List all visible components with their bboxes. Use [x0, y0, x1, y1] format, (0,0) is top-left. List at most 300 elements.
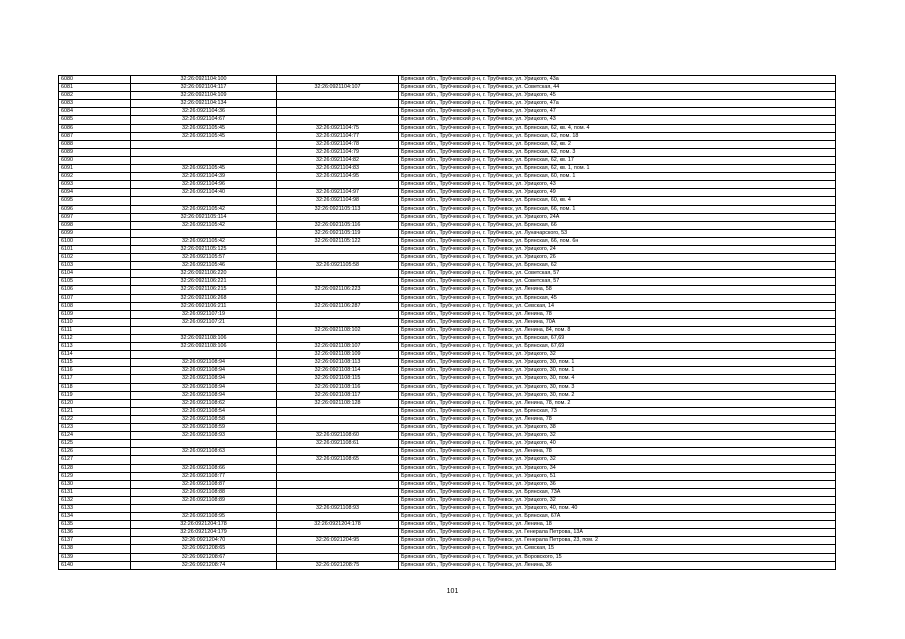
cadastral-number-parcel	[131, 351, 277, 359]
address-cell: Брянская обл., Трубчевский р-н, г. Трубчевск, ул. Советская, 44	[399, 84, 836, 92]
cadastral-number-parcel	[131, 504, 277, 512]
row-number: 6107	[59, 294, 131, 302]
table-row	[59, 480, 836, 488]
cadastral-number-parcel: 32:26:0921108:94	[131, 359, 277, 367]
table-row	[59, 245, 836, 253]
cadastral-number-parcel: 32:26:0921105:42	[131, 205, 277, 213]
cadastral-number-object: 32:26:0921104:77	[277, 132, 399, 140]
address-cell: Брянская обл., Трубчевский р-н, г. Трубчевск, ул. Брянская, 62	[399, 262, 836, 270]
address-cell: Брянская обл., Трубчевский р-н, г. Трубчевск, ул. Брянская, 45	[399, 294, 836, 302]
cadastral-number-parcel: 32:26:0921104:39	[131, 173, 277, 181]
cadastral-number-parcel: 32:26:0921106:220	[131, 270, 277, 278]
row-number: 6120	[59, 399, 131, 407]
cadastral-number-object	[277, 513, 399, 521]
address-cell: Брянская обл., Трубчевский р-н, г. Трубчевск, ул. Брянская, 60, кв. 4	[399, 197, 836, 205]
table-row	[59, 335, 836, 343]
cadastral-number-object	[277, 424, 399, 432]
cadastral-number-object: 32:26:0921108:117	[277, 391, 399, 399]
cadastral-number-parcel: 32:26:0921108:94	[131, 367, 277, 375]
cadastral-number-object: 32:26:0921108:60	[277, 432, 399, 440]
cadastral-number-object	[277, 448, 399, 456]
cadastral-number-parcel	[131, 326, 277, 334]
address-cell: Брянская обл., Трубчевский р-н, г. Трубчевск, ул. Урицкого, 32	[399, 432, 836, 440]
cadastral-number-object	[277, 529, 399, 537]
cadastral-number-parcel: 32:26:0921208:67	[131, 553, 277, 561]
address-cell: Брянская обл., Трубчевский р-н, г. Трубчевск, ул. Ленина, 70А	[399, 318, 836, 326]
address-cell: Брянская обл., Трубчевский р-н, г. Трубчевск, ул. Урицкого, 51	[399, 472, 836, 480]
row-number: 6117	[59, 375, 131, 383]
address-cell: Брянская обл., Трубчевский р-н, г. Трубчевск, ул. Брянская, 67,69	[399, 343, 836, 351]
cadastral-number-parcel: 32:26:0921208:74	[131, 561, 277, 569]
address-cell: Брянская обл., Трубчевский р-н, г. Трубчевск, ул. Брянская, 62, пом. 18	[399, 132, 836, 140]
address-cell: Брянская обл., Трубчевский р-н, г. Трубчевск, ул. Брянская, 62, кв. 4, пом. 4	[399, 124, 836, 132]
row-number: 6122	[59, 415, 131, 423]
table-row	[59, 399, 836, 407]
table-row	[59, 197, 836, 205]
cadastral-number-parcel: 32:26:0921108:58	[131, 415, 277, 423]
table-row	[59, 504, 836, 512]
table-row	[59, 181, 836, 189]
table-row	[59, 545, 836, 553]
cadastral-number-parcel: 32:26:0921106:268	[131, 294, 277, 302]
cadastral-number-parcel: 32:26:0921105:46	[131, 262, 277, 270]
cadastral-number-parcel: 32:26:0921105:42	[131, 221, 277, 229]
cadastral-number-parcel: 32:26:0921108:94	[131, 375, 277, 383]
cadastral-number-object: 32:26:0921108:65	[277, 456, 399, 464]
address-cell: Брянская обл., Трубчевский р-н, г. Трубчевск, ул. Ленина, 18	[399, 521, 836, 529]
table-row	[59, 440, 836, 448]
address-cell: Брянская обл., Трубчевский р-н, г. Трубчевск, ул. Генерала Петрова, 13А	[399, 529, 836, 537]
row-number: 6127	[59, 456, 131, 464]
cadastral-number-parcel	[131, 148, 277, 156]
table-row	[59, 213, 836, 221]
cadastral-number-object: 32:26:0921104:78	[277, 140, 399, 148]
table-row	[59, 165, 836, 173]
cadastral-number-object	[277, 480, 399, 488]
cadastral-number-object: 32:26:0921108:116	[277, 383, 399, 391]
address-cell: Брянская обл., Трубчевский р-н, г. Трубчевск, ул. Урицкого, 26	[399, 254, 836, 262]
cadastral-number-parcel: 32:26:0921108:95	[131, 513, 277, 521]
cadastral-number-parcel: 32:26:0921204:178	[131, 521, 277, 529]
row-number: 6094	[59, 189, 131, 197]
table-row	[59, 367, 836, 375]
table-row	[59, 148, 836, 156]
cadastral-number-parcel	[131, 456, 277, 464]
address-cell: Брянская обл., Трубчевский р-н, г. Трубчевск, ул. Урицкого, 43а	[399, 76, 836, 84]
address-cell: Брянская обл., Трубчевский р-н, г. Трубчевск, ул. Брянская, 73А	[399, 488, 836, 496]
cadastral-number-object: 32:26:0921104:107	[277, 84, 399, 92]
table-row	[59, 140, 836, 148]
cadastral-number-object: 32:26:0921104:83	[277, 165, 399, 173]
cadastral-number-object: 32:26:0921108:107	[277, 343, 399, 351]
table-row	[59, 205, 836, 213]
cadastral-number-object	[277, 278, 399, 286]
row-number: 6134	[59, 513, 131, 521]
table-row	[59, 521, 836, 529]
address-cell: Брянская обл., Трубчевский р-н, г. Трубчевск, ул. Брянская, 67А	[399, 513, 836, 521]
cadastral-number-parcel: 32:26:0921104:67	[131, 116, 277, 124]
row-number: 6118	[59, 383, 131, 391]
table-row	[59, 326, 836, 334]
cadastral-number-parcel: 32:26:0921107:19	[131, 310, 277, 318]
cadastral-number-object	[277, 116, 399, 124]
row-number: 6095	[59, 197, 131, 205]
table-row	[59, 318, 836, 326]
address-cell: Брянская обл., Трубчевский р-н, г. Трубчевск, ул. Воровского, 15	[399, 553, 836, 561]
cadastral-number-object: 32:26:0921204:178	[277, 521, 399, 529]
table-row	[59, 448, 836, 456]
row-number: 6128	[59, 464, 131, 472]
table-row	[59, 278, 836, 286]
cadastral-number-object: 32:26:0921108:113	[277, 359, 399, 367]
table-row	[59, 108, 836, 116]
table-row	[59, 464, 836, 472]
row-number: 6097	[59, 213, 131, 221]
address-cell: Брянская обл., Трубчевский р-н, г. Трубчевск, ул. Советская, 57	[399, 278, 836, 286]
row-number: 6080	[59, 76, 131, 84]
address-cell: Брянская обл., Трубчевский р-н, г. Трубчевск, ул. Урицкого, 40, пом. 40	[399, 504, 836, 512]
row-number: 6138	[59, 545, 131, 553]
address-cell: Брянская обл., Трубчевский р-н, г. Трубчевск, ул. Ленина, 36	[399, 561, 836, 569]
table-row	[59, 415, 836, 423]
row-number: 6090	[59, 156, 131, 164]
address-cell: Брянская обл., Трубчевский р-н, г. Трубчевск, ул. Брянская, 66	[399, 221, 836, 229]
row-number: 6084	[59, 108, 131, 116]
row-number: 6111	[59, 326, 131, 334]
table-row	[59, 116, 836, 124]
address-cell: Брянская обл., Трубчевский р-н, г. Трубчевск, ул. Урицкого, 38	[399, 424, 836, 432]
table-row	[59, 173, 836, 181]
cadastral-number-parcel: 32:26:0921105:114	[131, 213, 277, 221]
row-number: 6093	[59, 181, 131, 189]
cadastral-number-object: 32:26:0921105:119	[277, 229, 399, 237]
row-number: 6104	[59, 270, 131, 278]
address-cell: Брянская обл., Трубчевский р-н, г. Трубчевск, ул. Ленина, 78	[399, 415, 836, 423]
address-cell: Брянская обл., Трубчевский р-н, г. Трубчевск, ул. Брянская, 60, пом. 1	[399, 173, 836, 181]
registry-table-body	[59, 76, 836, 570]
table-row	[59, 237, 836, 245]
row-number: 6121	[59, 407, 131, 415]
row-number: 6106	[59, 286, 131, 294]
cadastral-number-parcel: 32:26:0921108:54	[131, 407, 277, 415]
cadastral-number-object: 32:26:0921108:128	[277, 399, 399, 407]
table-row	[59, 537, 836, 545]
cadastral-number-object: 32:26:0921108:61	[277, 440, 399, 448]
cadastral-number-parcel: 32:26:0921108:62	[131, 399, 277, 407]
cadastral-number-parcel: 32:26:0921208:65	[131, 545, 277, 553]
address-cell: Брянская обл., Трубчевский р-н, г. Трубчевск, ул. Брянская, 73	[399, 407, 836, 415]
cadastral-number-object: 32:26:0921104:98	[277, 197, 399, 205]
row-number: 6081	[59, 84, 131, 92]
registry-table	[58, 75, 836, 570]
cadastral-number-parcel	[131, 440, 277, 448]
cadastral-number-parcel: 32:26:0921104:134	[131, 100, 277, 108]
cadastral-number-parcel	[131, 197, 277, 205]
row-number: 6135	[59, 521, 131, 529]
cadastral-number-object	[277, 100, 399, 108]
cadastral-number-parcel: 32:26:0921104:117	[131, 84, 277, 92]
address-cell: Брянская обл., Трубчевский р-н, г. Трубчевск, ул. Урицкого, 32	[399, 496, 836, 504]
cadastral-number-parcel: 32:26:0921106:215	[131, 286, 277, 294]
row-number: 6130	[59, 480, 131, 488]
address-cell: Брянская обл., Трубчевский р-н, г. Трубчевск, ул. Луначарского, 53	[399, 229, 836, 237]
address-cell: Брянская обл., Трубчевский р-н, г. Трубчевск, ул. Урицкого, 49	[399, 189, 836, 197]
cadastral-number-object	[277, 464, 399, 472]
cadastral-number-parcel: 32:26:0921105:45	[131, 124, 277, 132]
address-cell: Брянская обл., Трубчевский р-н, г. Трубчевск, ул. Урицкого, 43	[399, 116, 836, 124]
cadastral-number-parcel: 32:26:0921105:45	[131, 132, 277, 140]
cadastral-number-parcel: 32:26:0921108:93	[131, 432, 277, 440]
table-row	[59, 529, 836, 537]
cadastral-number-object	[277, 310, 399, 318]
cadastral-number-object: 32:26:0921104:75	[277, 124, 399, 132]
address-cell: Брянская обл., Трубчевский р-н, г. Трубчевск, ул. Ленина, 78	[399, 448, 836, 456]
cadastral-number-parcel: 32:26:0921108:106	[131, 335, 277, 343]
table-row	[59, 561, 836, 569]
cadastral-number-object	[277, 488, 399, 496]
cadastral-number-object: 32:26:0921108:93	[277, 504, 399, 512]
cadastral-number-object	[277, 92, 399, 100]
table-row	[59, 221, 836, 229]
cadastral-number-parcel: 32:26:0921108:63	[131, 448, 277, 456]
row-number: 6124	[59, 432, 131, 440]
cadastral-number-object	[277, 496, 399, 504]
cadastral-number-object	[277, 270, 399, 278]
cadastral-number-object	[277, 335, 399, 343]
row-number: 6083	[59, 100, 131, 108]
table-row	[59, 424, 836, 432]
address-cell: Брянская обл., Трубчевский р-н, г. Трубчевск, ул. Урицкого, 30, пом. 4	[399, 375, 836, 383]
cadastral-number-parcel: 32:26:0921108:87	[131, 480, 277, 488]
cadastral-number-object	[277, 472, 399, 480]
cadastral-number-object: 32:26:0921104:82	[277, 156, 399, 164]
table-row	[59, 76, 836, 84]
table-row	[59, 456, 836, 464]
row-number: 6139	[59, 553, 131, 561]
address-cell: Брянская обл., Трубчевский р-н, г. Трубчевск, ул. Севская, 14	[399, 302, 836, 310]
cadastral-number-object	[277, 545, 399, 553]
row-number: 6112	[59, 335, 131, 343]
row-number: 6116	[59, 367, 131, 375]
address-cell: Брянская обл., Трубчевский р-н, г. Трубчевск, ул. Севская, 15	[399, 545, 836, 553]
row-number: 6125	[59, 440, 131, 448]
cadastral-number-object: 32:26:0921108:102	[277, 326, 399, 334]
address-cell: Брянская обл., Трубчевский р-н, г. Трубчевск, ул. Брянская, 62, пом. 3	[399, 148, 836, 156]
cadastral-number-parcel: 32:26:0921108:94	[131, 383, 277, 391]
address-cell: Брянская обл., Трубчевский р-н, г. Трубчевск, ул. Урицкого, 30, пом. 2	[399, 391, 836, 399]
cadastral-number-parcel: 32:26:0921105:42	[131, 237, 277, 245]
cadastral-number-object: 32:26:0921105:116	[277, 221, 399, 229]
cadastral-number-object	[277, 108, 399, 116]
cadastral-number-parcel: 32:26:0921104:40	[131, 189, 277, 197]
cadastral-number-parcel: 32:26:0921108:94	[131, 391, 277, 399]
row-number: 6103	[59, 262, 131, 270]
table-row	[59, 156, 836, 164]
row-number: 6132	[59, 496, 131, 504]
table-row	[59, 432, 836, 440]
table-row	[59, 92, 836, 100]
cadastral-number-object	[277, 213, 399, 221]
table-row	[59, 488, 836, 496]
address-cell: Брянская обл., Трубчевский р-н, г. Трубчевск, ул. Урицкого, 24	[399, 245, 836, 253]
table-row	[59, 343, 836, 351]
cadastral-number-parcel	[131, 229, 277, 237]
table-row	[59, 407, 836, 415]
cadastral-number-parcel: 32:26:0921108:66	[131, 464, 277, 472]
page-number: 101	[446, 588, 459, 595]
address-cell: Брянская обл., Трубчевский р-н, г. Трубчевск, ул. Урицкого, 36	[399, 480, 836, 488]
table-row	[59, 391, 836, 399]
address-cell: Брянская обл., Трубчевский р-н, г. Трубчевск, ул. Брянская, 66, пом. 6н	[399, 237, 836, 245]
address-cell: Брянская обл., Трубчевский р-н, г. Трубчевск, ул. Урицкого, 30, пом. 1	[399, 359, 836, 367]
cadastral-number-object: 32:26:0921106:287	[277, 302, 399, 310]
row-number: 6086	[59, 124, 131, 132]
row-number: 6133	[59, 504, 131, 512]
cadastral-number-parcel: 32:26:0921204:179	[131, 529, 277, 537]
cadastral-number-object: 32:26:0921105:122	[277, 237, 399, 245]
row-number: 6091	[59, 165, 131, 173]
address-cell: Брянская обл., Трубчевский р-н, г. Трубчевск, ул. Брянская, 66, пом. 1	[399, 205, 836, 213]
cadastral-number-object	[277, 254, 399, 262]
row-number: 6102	[59, 254, 131, 262]
address-cell: Брянская обл., Трубчевский р-н, г. Трубчевск, ул. Брянская, 67,69	[399, 335, 836, 343]
row-number: 6082	[59, 92, 131, 100]
address-cell: Брянская обл., Трубчевский р-н, г. Трубчевск, ул. Урицкого, 30, пом. 1	[399, 367, 836, 375]
row-number: 6092	[59, 173, 131, 181]
cadastral-number-parcel: 32:26:0921104:36	[131, 108, 277, 116]
row-number: 6088	[59, 140, 131, 148]
row-number: 6099	[59, 229, 131, 237]
cadastral-number-parcel: 32:26:0921108:88	[131, 488, 277, 496]
row-number: 6110	[59, 318, 131, 326]
row-number: 6115	[59, 359, 131, 367]
table-row	[59, 84, 836, 92]
address-cell: Брянская обл., Трубчевский р-н, г. Трубчевск, ул. Урицкого, 32	[399, 456, 836, 464]
table-row	[59, 310, 836, 318]
cadastral-number-object: 32:26:0921104:95	[277, 173, 399, 181]
cadastral-number-parcel: 32:26:0921204:70	[131, 537, 277, 545]
cadastral-number-object: 32:26:0921108:115	[277, 375, 399, 383]
cadastral-number-object	[277, 318, 399, 326]
cadastral-number-object: 32:26:0921106:223	[277, 286, 399, 294]
table-row	[59, 553, 836, 561]
cadastral-number-parcel: 32:26:0921108:89	[131, 496, 277, 504]
cadastral-number-parcel: 32:26:0921104:100	[131, 76, 277, 84]
table-row	[59, 294, 836, 302]
cadastral-number-object	[277, 407, 399, 415]
row-number: 6108	[59, 302, 131, 310]
address-cell: Брянская обл., Трубчевский р-н, г. Трубчевск, ул. Ленина, 58	[399, 286, 836, 294]
cadastral-number-object: 32:26:0921108:114	[277, 367, 399, 375]
table-row	[59, 302, 836, 310]
table-row	[59, 496, 836, 504]
cadastral-number-object: 32:26:0921105:113	[277, 205, 399, 213]
address-cell: Брянская обл., Трубчевский р-н, г. Трубчевск, ул. Советская, 57	[399, 270, 836, 278]
table-row	[59, 383, 836, 391]
address-cell: Брянская обл., Трубчевский р-н, г. Трубчевск, ул. Брянская, 62, кв. 2	[399, 140, 836, 148]
row-number: 6126	[59, 448, 131, 456]
table-row	[59, 100, 836, 108]
cadastral-number-parcel: 32:26:0921107:21	[131, 318, 277, 326]
address-cell: Брянская обл., Трубчевский р-н, г. Трубчевск, ул. Генерала Петрова, 23, пом. 2	[399, 537, 836, 545]
row-number: 6129	[59, 472, 131, 480]
cadastral-number-parcel: 32:26:0921104:96	[131, 181, 277, 189]
cadastral-number-object: 32:26:0921108:109	[277, 351, 399, 359]
row-number: 6114	[59, 351, 131, 359]
row-number: 6131	[59, 488, 131, 496]
row-number: 6100	[59, 237, 131, 245]
address-cell: Брянская обл., Трубчевский р-н, г. Трубчевск, ул. Ленина, 78	[399, 310, 836, 318]
cadastral-number-object	[277, 553, 399, 561]
row-number: 6089	[59, 148, 131, 156]
row-number: 6136	[59, 529, 131, 537]
address-cell: Брянская обл., Трубчевский р-н, г. Трубчевск, ул. Урицкого, 45	[399, 92, 836, 100]
table-row	[59, 124, 836, 132]
address-cell: Брянская обл., Трубчевский р-н, г. Трубчевск, ул. Урицкого, 40	[399, 440, 836, 448]
cadastral-number-object	[277, 245, 399, 253]
cadastral-number-object: 32:26:0921105:58	[277, 262, 399, 270]
row-number: 6085	[59, 116, 131, 124]
row-number: 6113	[59, 343, 131, 351]
table-row	[59, 375, 836, 383]
row-number: 6140	[59, 561, 131, 569]
table-row	[59, 359, 836, 367]
cadastral-number-object	[277, 76, 399, 84]
address-cell: Брянская обл., Трубчевский р-н, г. Трубчевск, ул. Урицкого, 32	[399, 351, 836, 359]
address-cell: Брянская обл., Трубчевский р-н, г. Трубчевск, ул. Урицкого, 47а	[399, 100, 836, 108]
table-row	[59, 254, 836, 262]
address-cell: Брянская обл., Трубчевский р-н, г. Трубчевск, ул. Брянская, 62, кв. 1, пом. 1	[399, 165, 836, 173]
row-number: 6096	[59, 205, 131, 213]
address-cell: Брянская обл., Трубчевский р-н, г. Трубчевск, ул. Брянская, 62, кв. 17	[399, 156, 836, 164]
cadastral-number-object	[277, 181, 399, 189]
cadastral-number-parcel: 32:26:0921105:57	[131, 254, 277, 262]
row-number: 6123	[59, 424, 131, 432]
cadastral-number-parcel: 32:26:0921105:45	[131, 165, 277, 173]
cadastral-number-parcel: 32:26:0921108:77	[131, 472, 277, 480]
cadastral-number-parcel: 32:26:0921108:59	[131, 424, 277, 432]
row-number: 6109	[59, 310, 131, 318]
cadastral-number-object: 32:26:0921204:95	[277, 537, 399, 545]
cadastral-number-object: 32:26:0921104:97	[277, 189, 399, 197]
row-number: 6098	[59, 221, 131, 229]
table-row	[59, 286, 836, 294]
table-row	[59, 270, 836, 278]
cadastral-number-parcel	[131, 140, 277, 148]
row-number: 6119	[59, 391, 131, 399]
cadastral-number-parcel: 32:26:0921108:106	[131, 343, 277, 351]
cadastral-number-object: 32:26:0921104:79	[277, 148, 399, 156]
row-number: 6087	[59, 132, 131, 140]
cadastral-number-object	[277, 294, 399, 302]
cadastral-number-parcel: 32:26:0921106:221	[131, 278, 277, 286]
cadastral-number-object	[277, 415, 399, 423]
row-number: 6101	[59, 245, 131, 253]
cadastral-number-parcel: 32:26:0921104:109	[131, 92, 277, 100]
address-cell: Брянская обл., Трубчевский р-н, г. Трубчевск, ул. Ленина, 78, пом. 2	[399, 399, 836, 407]
table-row	[59, 513, 836, 521]
cadastral-number-parcel: 32:26:0921106:211	[131, 302, 277, 310]
address-cell: Брянская обл., Трубчевский р-н, г. Трубчевск, ул. Урицкого, 30, пом. 3	[399, 383, 836, 391]
cadastral-number-object: 32:26:0921208:75	[277, 561, 399, 569]
cadastral-number-parcel: 32:26:0921105:125	[131, 245, 277, 253]
cadastral-number-parcel	[131, 156, 277, 164]
row-number: 6137	[59, 537, 131, 545]
table-row	[59, 472, 836, 480]
table-row	[59, 351, 836, 359]
table-row	[59, 229, 836, 237]
address-cell: Брянская обл., Трубчевский р-н, г. Трубчевск, ул. Урицкого, 43	[399, 181, 836, 189]
